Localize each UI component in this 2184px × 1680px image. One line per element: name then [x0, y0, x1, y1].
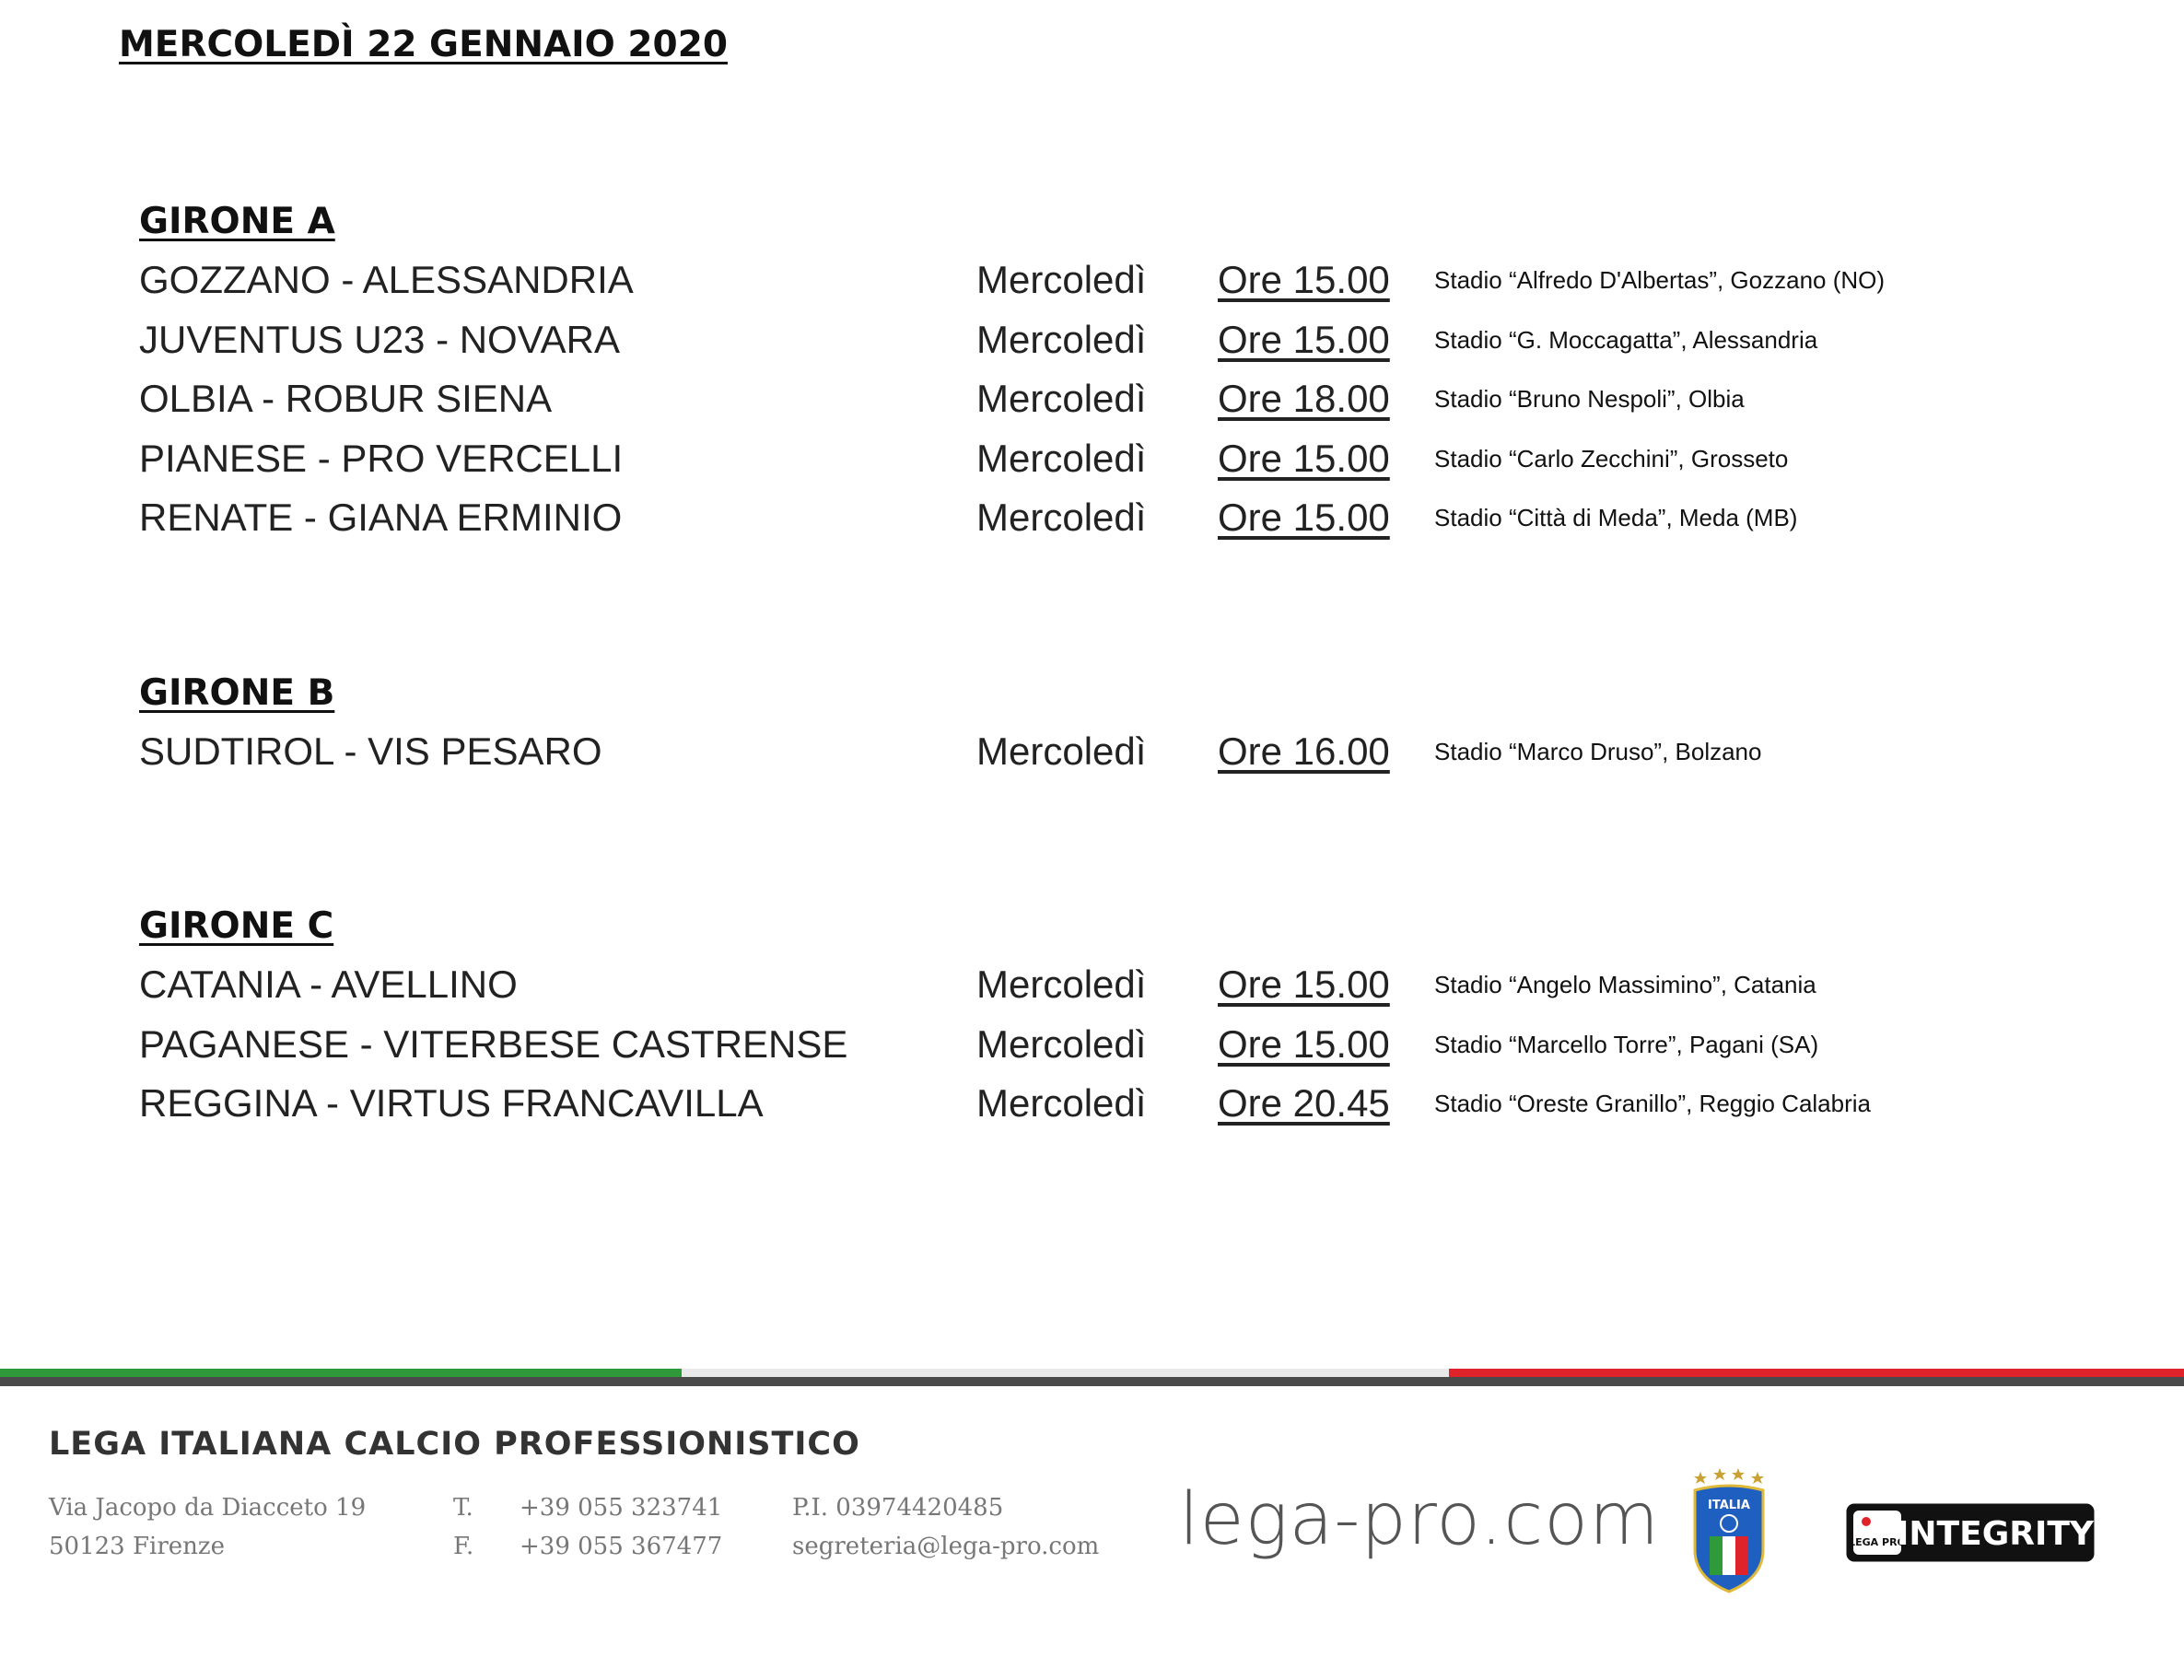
match-row: [139, 722, 1981, 782]
footer-address: [49, 1488, 366, 1566]
match-time: Ore 18.00: [1218, 377, 1390, 420]
match-time: Ore 15.00: [1218, 317, 1390, 361]
fax-number: +39 055 367477: [520, 1533, 723, 1560]
match-time: Ore 15.00: [1218, 496, 1390, 539]
match-day: Mercoledì: [976, 1021, 1147, 1066]
legapro-logo-text: LEGA PRO: [1849, 1536, 1906, 1548]
match-teams: REGGINA - VIRTUS FRANCAVILLA: [139, 1081, 764, 1125]
match-teams: PAGANESE - VITERBESE CASTRENSE: [139, 1021, 848, 1066]
tricolore-divider: [0, 1369, 2184, 1387]
match-row: [139, 1015, 1981, 1075]
divider-red: [1449, 1369, 2184, 1377]
stars-icon: [1694, 1468, 1764, 1484]
address-line: 50123 Firenze: [49, 1533, 225, 1560]
vat-number: P.I. 03974420485: [792, 1494, 1004, 1522]
group-girone-a: [139, 193, 1981, 548]
match-time: Ore 15.00: [1218, 1021, 1390, 1066]
match-venue: Stadio “Alfredo D'Albertas”, Gozzano (NO): [1434, 266, 1886, 294]
match-venue: Stadio “Marco Druso”, Bolzano: [1434, 738, 1762, 765]
match-teams: RENATE - GIANA ERMINIO: [139, 496, 623, 539]
divider-white: [682, 1369, 1449, 1377]
group-heading: GIRONE A: [139, 201, 335, 242]
match-time: Ore 15.00: [1218, 258, 1390, 301]
match-row: [139, 429, 1981, 489]
footer-contact-labels: [453, 1488, 473, 1566]
match-venue: Stadio “Bruno Nespoli”, Olbia: [1434, 385, 1745, 413]
integrity-badge: [1846, 1503, 2095, 1562]
fax-label: F.: [453, 1533, 474, 1560]
group-heading: GIRONE C: [139, 905, 334, 947]
website-link[interactable]: lega-pro.com: [1179, 1478, 1661, 1561]
group-heading: GIRONE B: [139, 672, 335, 714]
match-teams: PIANESE - PRO VERCELLI: [139, 436, 624, 480]
email-link[interactable]: segreteria@lega-pro.com: [792, 1533, 1100, 1560]
match-time: Ore 20.45: [1218, 1081, 1390, 1125]
match-day: Mercoledì: [976, 377, 1147, 420]
match-venue: Stadio “Carlo Zecchini”, Grosseto: [1434, 444, 1789, 472]
figc-logo-text: ITALIA: [1708, 1499, 1750, 1512]
match-day: Mercoledì: [976, 258, 1147, 301]
match-teams: GOZZANO - ALESSANDRIA: [139, 258, 634, 301]
match-time: Ore 15.00: [1218, 962, 1390, 1006]
match-day: Mercoledì: [976, 496, 1147, 539]
page-title: MERCOLEDÌ 22 GENNAIO 2020: [119, 24, 728, 65]
match-time: Ore 16.00: [1218, 729, 1390, 773]
figc-shield-logo: [1689, 1463, 1769, 1594]
match-day: Mercoledì: [976, 1081, 1147, 1125]
footer-company-info: [792, 1488, 1099, 1566]
match-row: [139, 369, 1981, 429]
divider-grey: [0, 1377, 2184, 1386]
match-row: [139, 488, 1981, 548]
address-line: Via Jacopo da Diacceto 19: [49, 1494, 367, 1522]
phone-number: +39 055 323741: [520, 1494, 723, 1522]
match-day: Mercoledì: [976, 317, 1147, 361]
group-girone-b: [139, 665, 1981, 782]
integrity-label: INTEGRITY: [1897, 1515, 2094, 1553]
divider-green: [0, 1369, 682, 1377]
match-venue: Stadio “Marcello Torre”, Pagani (SA): [1434, 1030, 1819, 1058]
match-row: [139, 251, 1981, 310]
match-teams: OLBIA - ROBUR SIENA: [139, 377, 553, 420]
footer-contact-numbers: [520, 1488, 722, 1566]
match-teams: JUVENTUS U23 - NOVARA: [139, 317, 620, 361]
org-name: LEGA ITALIANA CALCIO PROFESSIONISTICO: [49, 1426, 860, 1463]
match-day: Mercoledì: [976, 436, 1147, 480]
match-day: Mercoledì: [976, 962, 1147, 1006]
match-row: [139, 1074, 1981, 1134]
match-teams: CATANIA - AVELLINO: [139, 962, 518, 1006]
match-venue: Stadio “G. Moccagatta”, Alessandria: [1434, 325, 1818, 354]
match-venue: Stadio “Angelo Massimino”, Catania: [1434, 971, 1816, 998]
group-girone-c: [139, 898, 1981, 1134]
match-row: [139, 310, 1981, 370]
match-time: Ore 15.00: [1218, 436, 1390, 480]
match-day: Mercoledì: [976, 729, 1147, 773]
match-venue: Stadio “Città di Meda”, Meda (MB): [1434, 504, 1798, 531]
phone-label: T.: [453, 1494, 473, 1522]
match-venue: Stadio “Oreste Granillo”, Reggio Calabria: [1434, 1090, 1871, 1117]
match-teams: SUDTIROL - VIS PESARO: [139, 729, 602, 773]
match-row: [139, 955, 1981, 1015]
